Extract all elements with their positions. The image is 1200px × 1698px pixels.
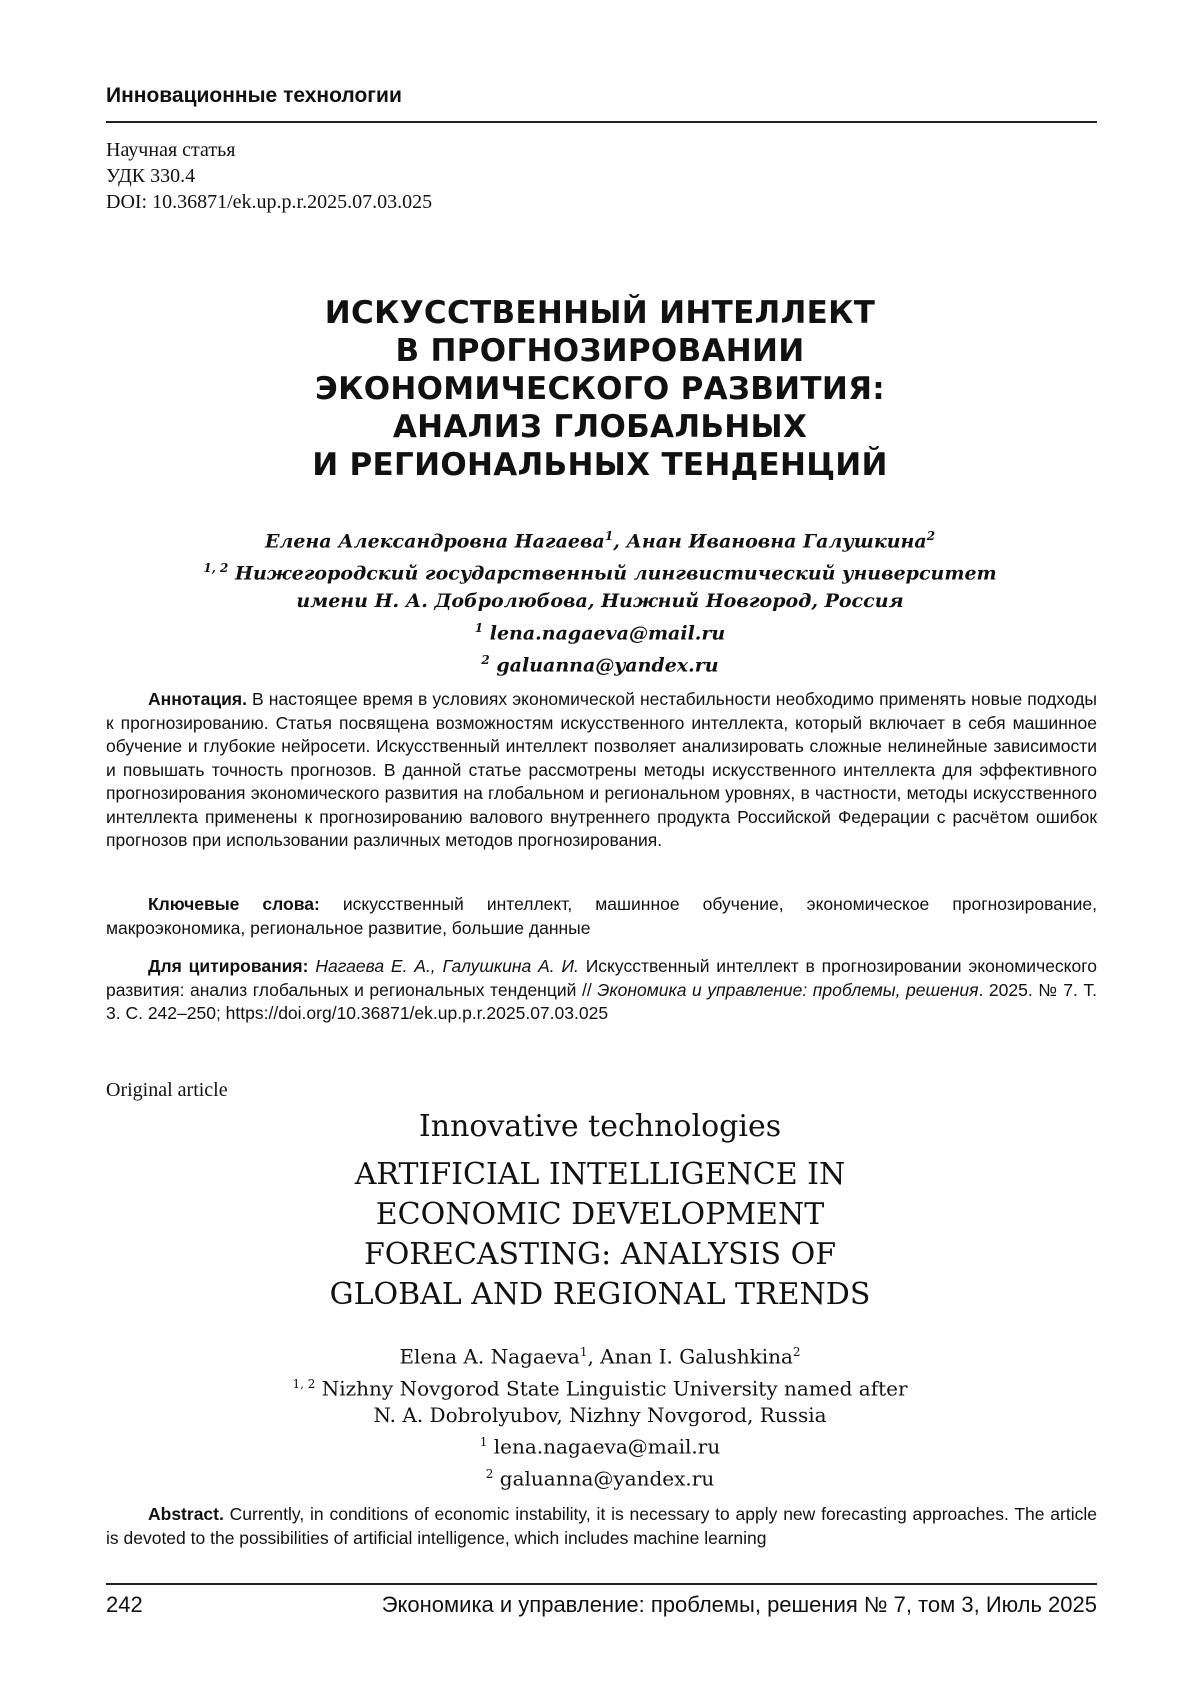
en-affiliation-line-2: N. A. Dobrolyubov, Nizhny Novgorod, Russia — [373, 1403, 827, 1428]
en-article-type: Original article — [106, 1079, 228, 1101]
citation-title: Искусственный интеллект в прогнозировании экономического развития: анализ глобальных и региональных тенденций // — [106, 956, 1097, 1000]
ru-abstract-text: В настоящее время в условиях экономической нестабильности необходимо применять новые подходы к прогнозированию. Статья посвящена возможностям искусственного интеллекта, который включает в себя машинное обучение и глубокие нейросети. Искусственный интеллект позволяет анализировать сложные нелинейные зависимости и повышать точность прогнозов. В данной статье рассмотрены методы искусственного интеллекта для эффективного прогнозирования экономического развития на глобальном и региональном уровнях, в частности, методы искусственного интеллекта применены к прогнозированию валового внутреннего продукта Российской Федерации с расчётом ошибок прогнозов при использовании различных методов прогнозирования. — [106, 689, 1097, 850]
footnote-mark: 1 — [579, 1345, 588, 1359]
ru-authors-block — [100, 523, 1100, 679]
en-email-1[interactable]: $^1$ lena.nagaeva@mail.ru — [479, 1434, 721, 1459]
ru-title-line: ЭКОНОМИЧЕСКОГО РАЗВИТИЯ: — [315, 371, 885, 407]
ru-keywords-label: Ключевые слова: — [148, 894, 320, 914]
citation-label: Для цитирования: — [148, 956, 309, 976]
udk-code: УДК 330.4 — [106, 165, 196, 187]
en-title-line: FORECASTING: ANALYSIS OF — [363, 1237, 837, 1272]
en-title-line: GLOBAL AND REGIONAL TRENDS — [329, 1277, 871, 1312]
ru-abstract — [106, 688, 1097, 853]
ru-keywords-text: искусственный интеллект, машинное обучение, экономическое прогнозирование, макроэкономика, региональное развитие, большие данные — [106, 894, 1097, 938]
en-affiliation-line-1: $^{1, 2}$ Nizhny Novgorod State Linguistic University named after — [292, 1376, 908, 1401]
ru-authors-line: Елена Александровна Нагаева$^1$, Анан Ивановна Галушкина$^2$ — [264, 529, 936, 553]
footer-divider — [106, 1583, 1097, 1585]
en-author-2: Anan I. Galushkina — [600, 1344, 793, 1369]
ru-abstract-label: Аннотация. — [148, 689, 247, 709]
ru-author-2: Анан Ивановна Галушкина — [626, 530, 927, 553]
footnote-mark: 2 — [481, 652, 490, 667]
en-authors-block — [200, 1339, 1000, 1493]
ru-title-line: И РЕГИОНАЛЬНЫХ ТЕНДЕНЦИЙ — [312, 447, 888, 483]
ru-affiliation-line-1: $^{1, 2}$ Нижегородский государственный лингвистический университет — [203, 561, 997, 585]
citation-details: . 2025. № 7. Т. 3. С. 242–250; https://doi.org/10.36871/ek.up.p.r.2025.07.03.025 — [106, 979, 1097, 1023]
article-type: Научная статья — [106, 139, 236, 161]
header-divider — [106, 121, 1097, 123]
ru-title-line: ИСКУССТВЕННЫЙ ИНТЕЛЛЕКТ — [324, 295, 876, 331]
ru-affiliation-line-2: имени Н. А. Добролюбова, Нижний Новгород, Россия — [296, 589, 904, 612]
en-title-line: ARTIFICIAL INTELLIGENCE IN — [354, 1157, 846, 1192]
ru-title-line: АНАЛИЗ ГЛОБАЛЬНЫХ — [392, 409, 808, 445]
ru-keywords — [106, 893, 1097, 940]
en-title — [200, 1155, 1000, 1315]
footnote-mark: 2 — [926, 529, 936, 543]
citation-journal: Экономика и управление: проблемы, решения — [597, 979, 979, 1000]
footnote-mark: 1 — [479, 1435, 488, 1450]
footnote-mark: 1 — [474, 620, 484, 635]
footnote-mark: 1, 2 — [292, 1376, 316, 1391]
footnote-mark: 1 — [604, 529, 614, 543]
footnote-mark: 2 — [485, 1466, 494, 1481]
footnote-mark: 2 — [792, 1345, 801, 1359]
journal-footer-title: Экономика и управление: проблемы, решения № 7, том 3, Июль 2025 — [381, 1592, 1097, 1617]
ru-title — [180, 294, 1020, 484]
citation-authors: Нагаева Е. А., Галушкина А. И. — [315, 956, 579, 976]
en-abstract-text: Currently, in conditions of economic instability, it is necessary to apply new forecasting approaches. The article is devoted to the possibilities of artificial intelligence, which includes machine learning — [106, 1504, 1097, 1548]
en-title-line: ECONOMIC DEVELOPMENT — [375, 1197, 825, 1232]
en-abstract — [106, 1503, 1097, 1550]
citation — [106, 955, 1097, 1026]
en-authors-line: Elena A. Nagaeva$^1$, Anan I. Galushkina$^2$ — [399, 1344, 801, 1369]
journal-section-header: Инновационные технологии — [106, 84, 402, 107]
article-meta — [106, 137, 432, 215]
ru-email-1[interactable]: $^1$ lena.nagaeva@mail.ru — [474, 620, 726, 644]
en-author-1: Elena A. Nagaeva — [399, 1344, 580, 1369]
footnote-mark: 1, 2 — [203, 561, 229, 576]
ru-title-line: В ПРОГНОЗИРОВАНИИ — [395, 333, 805, 369]
en-section: Innovative technologies — [418, 1109, 782, 1144]
page-number: 242 — [106, 1592, 143, 1617]
ru-author-1: Елена Александровна Нагаева — [264, 530, 605, 553]
en-email-2[interactable]: $^2$ galuanna@yandex.ru — [485, 1466, 715, 1491]
doi: DOI: 10.36871/ek.up.p.r.2025.07.03.025 — [106, 191, 433, 213]
ru-email-2[interactable]: $^2$ galuanna@yandex.ru — [481, 652, 719, 677]
en-abstract-label: Abstract. — [148, 1504, 224, 1524]
